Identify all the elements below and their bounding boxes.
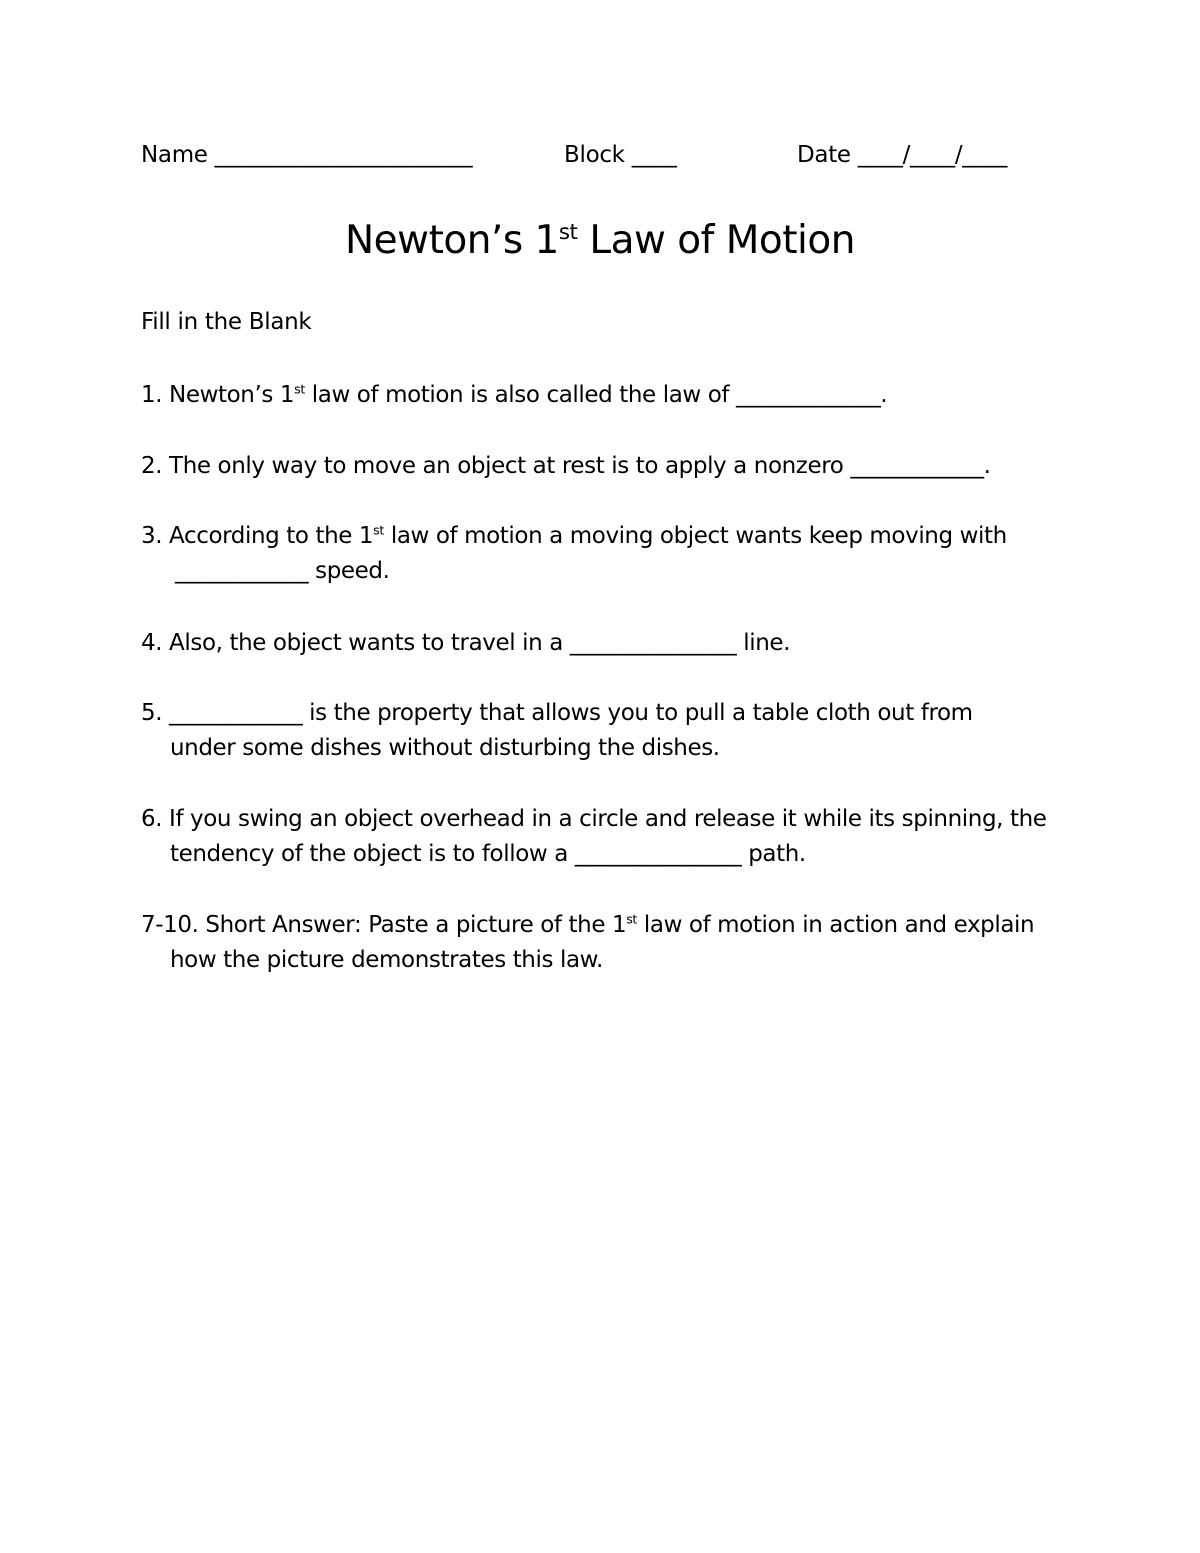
question-6-line-2: tendency of the object is to follow a _______________ path. <box>170 841 806 867</box>
question-5 <box>141 696 1061 766</box>
question-7-10 <box>141 908 1061 978</box>
section-label: Fill in the Blank <box>141 309 312 335</box>
question-3-line-2: ____________ speed. <box>175 558 390 584</box>
question-3-post: law of motion a moving object wants keep moving with <box>383 523 1007 549</box>
question-2-text: 2. The only way to move an object at rest is to apply a nonzero ____________. <box>141 453 991 479</box>
block-field: Block ____ <box>564 142 677 168</box>
question-4 <box>141 626 1061 661</box>
question-7-post: law of motion in action and explain <box>636 912 1035 938</box>
question-1 <box>141 378 1061 413</box>
question-6-line-1: 6. If you swing an object overhead in a circle and release it while its spinning, the <box>141 806 1047 832</box>
question-3-pre: 3. According to the 1 <box>141 523 374 549</box>
question-6 <box>141 802 1061 872</box>
question-1-superscript: st <box>294 381 305 397</box>
header-row <box>0 142 1200 176</box>
date-field: Date ____/____/____ <box>797 142 1008 168</box>
question-4-text: 4. Also, the object wants to travel in a _______________ line. <box>141 630 791 656</box>
title-superscript: st <box>558 220 578 245</box>
name-field: Name _______________________ <box>141 142 473 168</box>
question-2 <box>141 449 1061 484</box>
question-1-pre: 1. Newton’s 1 <box>141 382 295 408</box>
question-7-pre: 7-10. Short Answer: Paste a picture of the 1 <box>141 912 627 938</box>
title-post: Law of Motion <box>577 218 855 263</box>
page-title <box>0 218 1200 263</box>
question-7-line-1 <box>141 908 1061 943</box>
question-3-line-1 <box>141 519 1061 554</box>
question-7-superscript: st <box>626 911 637 927</box>
question-3 <box>141 519 1061 589</box>
title-pre: Newton’s 1 <box>345 218 559 263</box>
question-1-post: law of motion is also called the law of _____________. <box>304 382 888 408</box>
question-3-superscript: st <box>373 522 384 538</box>
question-7-line-2: how the picture demonstrates this law. <box>170 947 603 973</box>
question-5-line-2: under some dishes without disturbing the dishes. <box>170 735 720 761</box>
question-5-line-1: 5. ____________ is the property that allows you to pull a table cloth out from <box>141 700 973 726</box>
question-1-line <box>141 378 1061 413</box>
